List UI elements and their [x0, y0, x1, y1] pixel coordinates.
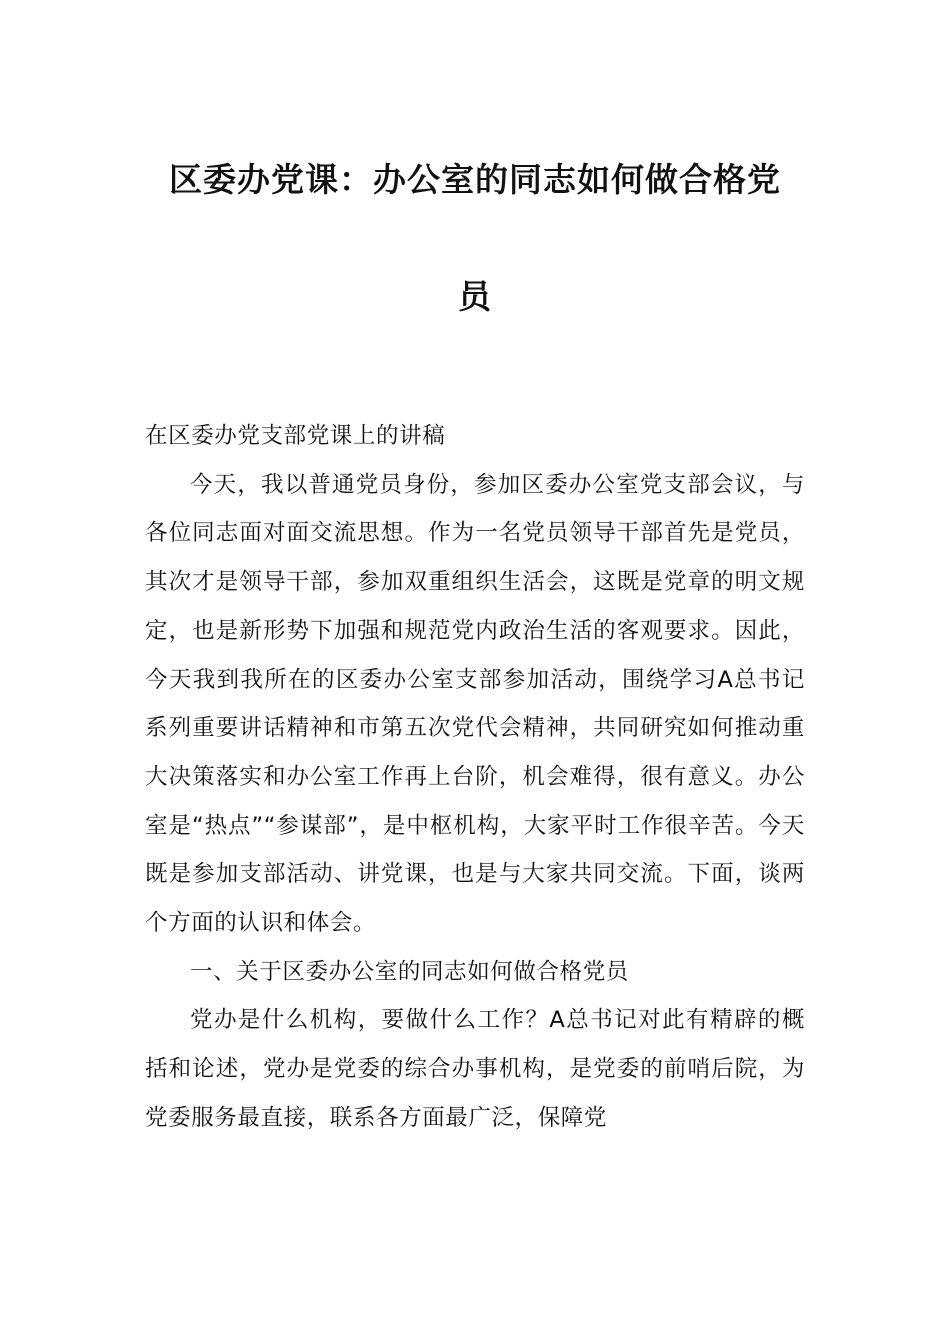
document-title-line-2: 员	[458, 277, 492, 316]
document-title-line-1: 区委办党课：办公室的同志如何做合格党	[169, 160, 781, 199]
document-subtitle: 在区委办党支部党课上的讲稿	[145, 423, 446, 449]
section-heading-1: 一、关于区委办公室的同志如何做合格党员	[190, 958, 629, 985]
paragraph-intro: 今天，我以普通党员身份，参加区委办公室党支部会议，与各位同志面对面交流思想。作为一名党员领导干部首先是党员，其次才是领导干部，参加双重组织生活会，这既是党章的明文规定，也是新形势下加强和规范党内政治生活的客观要求。因此，今天我到我所在的区委办公室支部参加活动，围绕学习A总书记系列重要讲话精神和市第五次党代会精神，共同研究如何推动重大决策落实和办公室工作再上台阶，机会难得，很有意义。办公室是“热点”“参谋部”，是中枢机构，大家平时工作很辛苦。今天既是参加支部活动、讲党课，也是与大家共同交流。下面，谈两个方面的认识和体会。	[145, 471, 805, 937]
document-body	[145, 412, 805, 1143]
paragraph-section-1: 党办是什么机构，要做什么工作？A总书记对此有精辟的概括和论述，党办是党委的综合办事机构，是党委的前哨后院，为党委服务最直接，联系各方面最广泛，保障党	[145, 1007, 805, 1131]
